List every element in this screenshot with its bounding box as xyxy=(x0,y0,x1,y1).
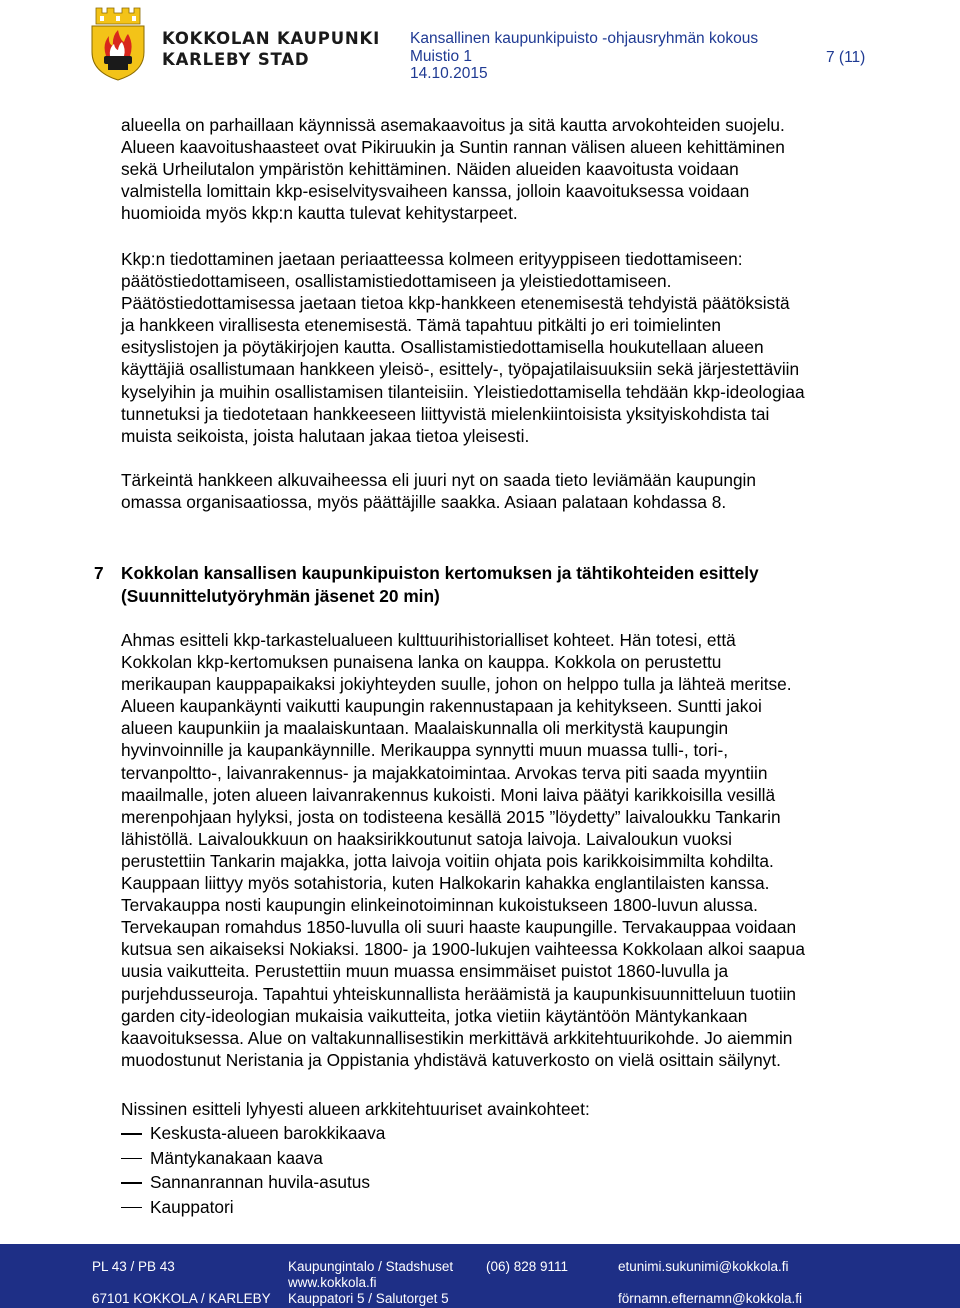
text-line: purjehdusseuroja. Tapahtui yhteiskunnallista heräämistä ja kaupunkisuunnitteluun tuotiin xyxy=(121,983,797,1004)
dash-bullet-icon xyxy=(121,1158,142,1160)
text-line: merikaupan kauppapaikaksi jokiyhteyden suulle, johon on helppo tulla ja lähteä meritse. xyxy=(121,674,792,695)
text-line: kyselyihin ja muihin osallistamisen tilanteisiin. Yleistiedottamisella tehdään kkp-ideologiaa xyxy=(121,381,805,402)
text-line: alueen kaupunkiin ja maalaiskuntaan. Maalaiskunnalla oli merkitystä kaupungin xyxy=(121,718,729,739)
section-number: 7 xyxy=(94,563,104,583)
city-name-fi: KOKKOLAN KAUPUNKI xyxy=(162,29,381,48)
document-meta xyxy=(410,30,758,83)
dash-bullet-icon xyxy=(121,1182,142,1184)
text-line: muodostunut Neristania ja Oppistania yhdistävä katuverkosto on vielä osittain säilynyt. xyxy=(121,1049,781,1070)
dash-bullet-icon xyxy=(121,1207,142,1209)
list-item-label: Mäntykanakaan kaava xyxy=(150,1147,323,1168)
footer-website-link[interactable]: www.kokkola.fi xyxy=(288,1275,377,1290)
text-line: Alueen kaupankäynti vaikutti kaupungin rakennustapaan ja kehitykseen. Suntti jakoi xyxy=(121,696,762,717)
text-line: omassa organisaatiossa, myös päättäjille saakka. Asiaan palataan kohdassa 8. xyxy=(121,492,727,513)
footer-email-fi[interactable]: etunimi.sukunimi@kokkola.fi xyxy=(618,1259,789,1274)
text-line: Tervakauppa nosti kaupungin elinkeinotoiminnan kukoistukseen 1800-luvun alussa. xyxy=(121,895,758,916)
text-line: Ahmas esitteli kkp-tarkastelualueen kulttuurihistorialliset kohteet. Hän totesi, että xyxy=(121,630,736,650)
city-name-sv: KARLEBY STAD xyxy=(162,50,310,69)
text-line: lähistöllä. Laivaloukkuun on haaksirikkoutunut satoja laivoja. Laivaloukun vuoksi xyxy=(121,828,732,849)
text-line: käyttäjiä osallistumaan hankkeen yleisö-, esittely-, työpajatilaisuuksiin sekä järjestettäviin xyxy=(121,359,800,380)
list-item-label: Kauppatori xyxy=(150,1196,234,1217)
page-number: 7 (11) xyxy=(826,49,866,66)
text-line: garden city-ideologian mukaisia vaikutteita, jotka vietiin käytäntöön Mäntykankaan xyxy=(121,1005,748,1026)
list-item-label: Keskusta-alueen barokkikaava xyxy=(150,1123,386,1144)
text-line: kutsua sen aikaiseksi Nokiaksi. 1800- ja 1900-lukujen vaihteessa Kokkolaan alkoi saapua xyxy=(121,939,805,960)
text-line: perustettiin Tankarin majakka, jotta laivoja voitiin ohjata pois karikkoisimmilta kohdilta. xyxy=(121,850,774,871)
text-line: päätöstiedottamiseen, osallistamistiedottamiseen ja yleistiedottamiseen. xyxy=(121,271,672,292)
text-line: Tervekaupan romahdus 1850-luvulla oli suuri haaste kaupungille. Tervakauppaa voidaan xyxy=(121,917,797,938)
text-line: sekä Urheilutalon ympäristön kehittäminen. Näiden alueiden kaavoitusta voidaan xyxy=(121,159,739,180)
text-line: Kkp:n tiedottaminen jaetaan periaatteessa kolmeen erityyppiseen tiedottamiseen: xyxy=(121,249,743,269)
text-line: uusia vaikutteita. Perustettiin muun muassa ensimmäiset puistot 1860-luvulla ja xyxy=(121,961,729,982)
text-line: ja hankkeen virallisesta etenemisestä. Tämä tapahtuu pitkälti jo eri toimielinten xyxy=(121,315,722,336)
list-item xyxy=(121,1196,896,1221)
footer-email-sv[interactable]: förnamn.efternamn@kokkola.fi xyxy=(618,1291,803,1306)
list-intro: Nissinen esitteli lyhyesti alueen arkkitehtuuriset avainkohteet: xyxy=(121,1099,590,1119)
text-line: hyvinvoinnille ja kaupankäynnille. Merikauppa synnytti muun muassa tulli-, tori-, xyxy=(121,740,729,761)
section-title-line: (Suunnittelutyöryhmän jäsenet 20 min) xyxy=(121,585,440,606)
paragraph-zoning xyxy=(121,114,896,224)
meeting-title: Kansallinen kaupunkipuisto -ohjausryhmän kokous xyxy=(410,30,759,47)
city-name xyxy=(162,28,380,70)
text-line: tervanpoltto-, laivanrakennus- ja majakkatoimintaa. Arvokas terva piti saada myyntiin xyxy=(121,762,768,783)
document-date: 14.10.2015 xyxy=(410,65,488,82)
list-item xyxy=(121,1122,896,1147)
footer-divider xyxy=(0,1244,960,1251)
text-line: Kokkolan kkp-kertomuksen punaisena lanka on kauppa. Kokkola on perustettu xyxy=(121,652,722,673)
text-line: Alueen kaavoitushaasteet ovat Pikiruukin ja Suntin rannan välisen alueen kehittäminen xyxy=(121,137,785,158)
paragraph-priority xyxy=(121,469,896,513)
paragraph-communication xyxy=(121,248,896,447)
footer-phone: (06) 828 9111 xyxy=(486,1259,569,1274)
paragraph-architecture xyxy=(121,1098,896,1220)
text-line: muista seikoista, joista halutaan jakaa tietoa yleisesti. xyxy=(121,425,530,446)
text-line: Päätöstiedottamisessa jaetaan tietoa kkp-hankkeen etenemisestä tehdyistä päätöksistä xyxy=(121,293,790,314)
paragraph-history xyxy=(121,629,896,1071)
text-line: esityslistojen ja pöytäkirjojen kautta. Osallistamistiedottamisella houkutellaan alueen xyxy=(121,337,764,358)
list-item xyxy=(121,1171,896,1196)
text-line: valmistella lomittain kkp-esiselvitysvaiheen kanssa, jolloin kaavoituksessa voidaan xyxy=(121,181,750,202)
dash-bullet-icon xyxy=(121,1133,142,1135)
text-line: tunnetuksi ja tiedotetaan hankkeeseen liittyvistä mielenkiintoisista yksityiskohdista tai xyxy=(121,403,770,424)
text-line: merenpohjaan hylyksi, josta on todisteena kesällä 2015 ”löydetty” laivaloukku Tankarin xyxy=(121,806,781,827)
document-name: Muistio 1 xyxy=(410,47,473,65)
architecture-list xyxy=(121,1122,896,1220)
footer-postal: 67101 KOKKOLA / KARLEBY xyxy=(92,1291,271,1306)
section-title-line: Kokkolan kansallisen kaupunkipuiston kertomuksen ja tähtikohteiden esittely xyxy=(121,563,759,583)
text-line: Kauppaan liittyy myös sotahistoria, kuten Halkokarin kahakka englantilaisten kanssa. xyxy=(121,873,770,894)
text-line: kaavoituksessa. Alue on valtakunnallisestikin merkittävä arkkitehtuurikohde. Jo aiemmin xyxy=(121,1027,793,1048)
city-crest-logo xyxy=(88,4,148,82)
text-line: alueella on parhaillaan käynnissä asemakaavoitus ja sitä kautta arvokohteiden suojelu. xyxy=(121,115,785,135)
footer-address: Kauppatori 5 / Salutorget 5 xyxy=(288,1291,449,1306)
footer-building: Kaupungintalo / Stadshuset xyxy=(288,1259,454,1274)
page-footer xyxy=(0,1251,960,1308)
text-line: maailmalle, joten alueen laivanrakennus kukoisti. Moni laiva päätyi karikkoisilla vesillä xyxy=(121,784,776,805)
list-item xyxy=(121,1147,896,1172)
text-line: huomioida myös kkp:n kautta tulevat kehitystarpeet. xyxy=(121,203,518,224)
text-line: Tärkeintä hankkeen alkuvaiheessa eli juuri nyt on saada tieto leviämään kaupungin xyxy=(121,470,757,490)
section-title xyxy=(121,562,881,607)
footer-box: PL 43 / PB 43 xyxy=(92,1259,175,1274)
list-item-label: Sannanrannan huvila-asutus xyxy=(150,1172,371,1193)
